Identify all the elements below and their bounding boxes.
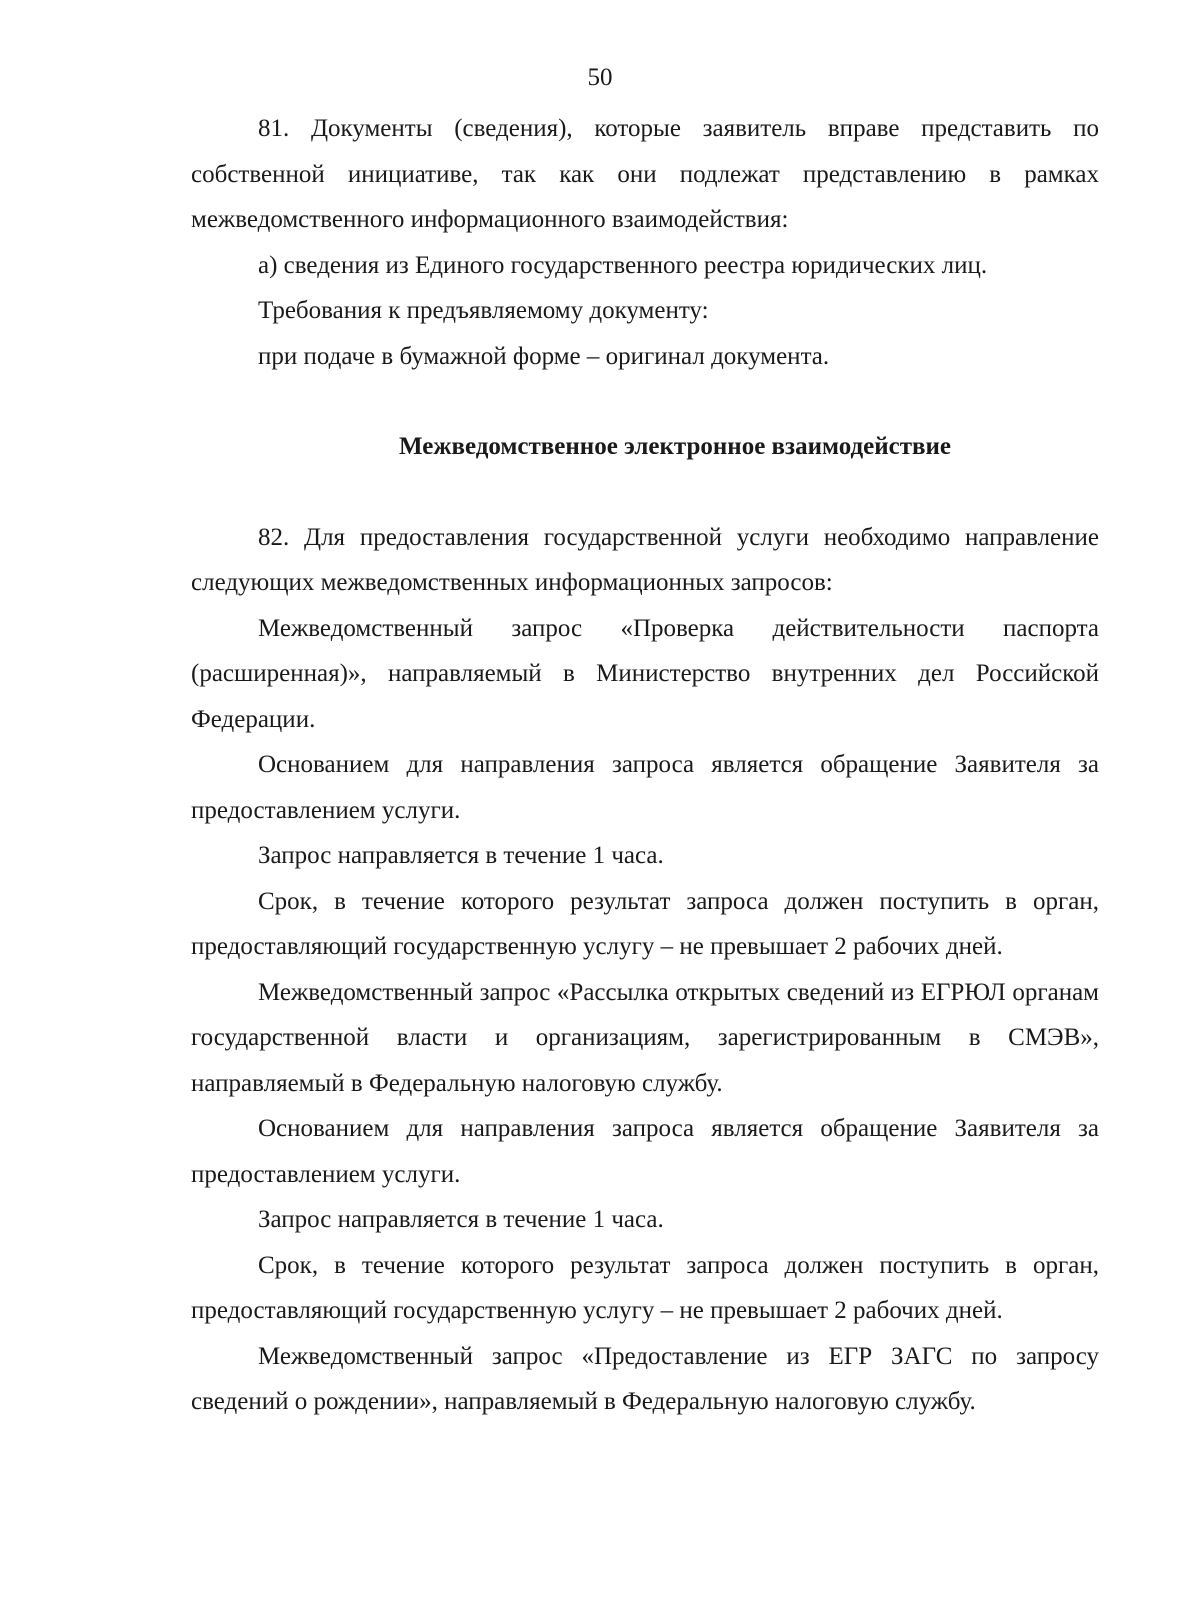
paragraph-timing-1: Запрос направляется в течение 1 часа. (258, 842, 664, 869)
paragraph-request-zags: Межведомственный запрос «Предоставление из ЕГР ЗАГС по запросу сведений о рождении», направляемый в Федеральную налоговую службу. (191, 1342, 1099, 1415)
paragraph-deadline-1: Срок, в течение которого результат запроса должен поступить в орган, предоставляющий государственную услугу – не превышает 2 рабочих дней. (191, 887, 1099, 960)
paragraph-basis-1: Основанием для направления запроса является обращение Заявителя за предоставлением услуги. (191, 751, 1099, 824)
paragraph-deadline-2: Срок, в течение которого результат запроса должен поступить в орган, предоставляющий государственную услугу – не превышает 2 рабочих дней. (191, 1251, 1099, 1324)
paragraph-request-egrul: Межведомственный запрос «Рассылка открытых сведений из ЕГРЮЛ органам государственной власти и организациям, зарегистрированным в СМЭВ», направляемый в Федеральную налоговую службу. (191, 978, 1099, 1097)
document-body (191, 106, 1099, 1425)
paragraph-81: 81. Документы (сведения), которые заявитель вправе представить по собственной инициативе, так как они подлежат представлению в рамках межведомственного информационного взаимодействия: (191, 115, 1099, 233)
paragraph-basis-2: Основанием для направления запроса является обращение Заявителя за предоставлением услуги. (191, 1115, 1099, 1188)
page-number: 50 (587, 64, 613, 91)
section-heading: Межведомственное электронное взаимодействие (398, 433, 952, 460)
paragraph-request-passport: Межведомственный запрос «Проверка действительности паспорта (расширенная)», направляемый в Министерство внутренних дел Российской Федерации. (191, 614, 1099, 733)
paragraph-paper-form: при подаче в бумажной форме – оригинал документа. (258, 342, 830, 370)
paragraph-timing-2: Запрос направляется в течение 1 часа. (258, 1206, 664, 1233)
paragraph-81-a: а) сведения из Единого государственного реестра юридических лиц. (258, 251, 988, 279)
paragraph-82: 82. Для предоставления государственной услуги необходимо направление следующих межведомственных информационных запросов: (191, 523, 1099, 596)
paragraph-requirements: Требования к предъявляемому документу: (258, 297, 709, 324)
